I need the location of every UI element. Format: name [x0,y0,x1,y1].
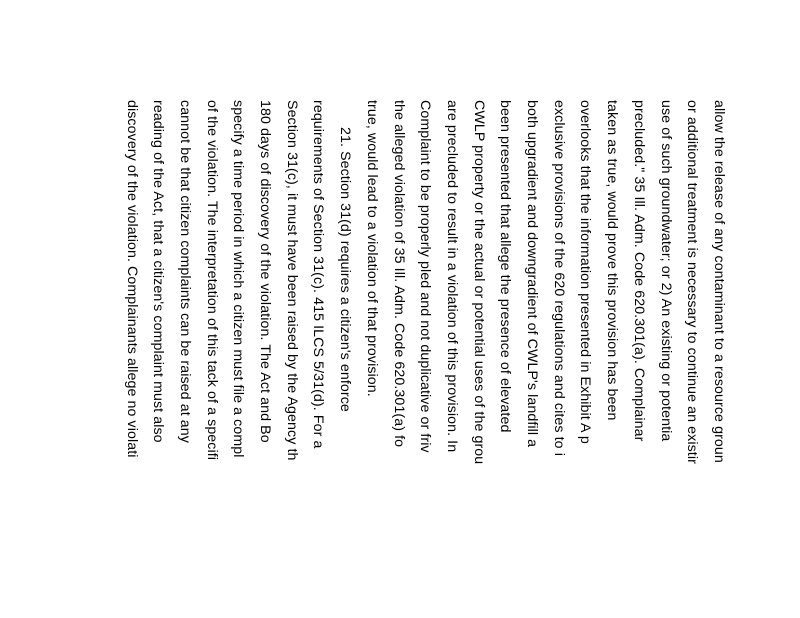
text-line: cannot be that citizen complaints can be raised at any [177,100,193,443]
text-line: Complaint to be properly pled and not duplicative or friv [417,100,434,453]
rotated-text-block [100,100,730,618]
text-line: CWLP property or the actual or potential uses of the grou [470,100,487,465]
text-line: taken as true, would prove this provision has been [604,100,621,421]
text-line: are precluded to result in a violation of this provision. In [444,100,460,453]
text-line: precluded." 35 Ill. Adm. Code 620.301(a). Complainar [630,100,647,442]
text-line: requirements of Section 31(c). 415 ILCS 5/31(d). For a [310,100,327,449]
text-line: Section 31(c), it must have been raised by the Agency th [283,100,300,461]
text-line: use of such groundwater; or 2) An existing or potentia [657,100,674,442]
text-line: overlooks that the information presented in Exhibit A p [577,100,594,444]
text-line: specify a time period in which a citizen must file a compl [230,100,247,458]
text-line: 180 days of discovery of the violation. The Act and Bo [257,100,274,443]
text-line: discovery of the violation. Complainants allege no violati [123,100,140,458]
text-line: exclusive provisions of the 620 regulations and cites to i [550,100,567,456]
text-line: the alleged violation of 35 Ill. Adm. Code 620.301(a) fo [390,100,407,448]
text-line: of the violation. The interpretation of this tack of a specifi [203,100,220,461]
text-line: been presented that allege the presence of elevated [497,100,514,433]
text-line: allow the release of any contaminant to a resource groun [711,100,727,463]
paragraph-21-start: 21. Section 31(d) requires a citizen's enforce [337,127,354,412]
text-line: true, would lead to a violation of that provision. [363,100,380,397]
text-line: or additional treatment is necessary to continue an existir [684,100,701,464]
text-line: reading of the Act, that a citizen's complaint must also [150,100,167,443]
text-line: both upgradient and downgradient of CWLP's landfill a [524,100,541,448]
